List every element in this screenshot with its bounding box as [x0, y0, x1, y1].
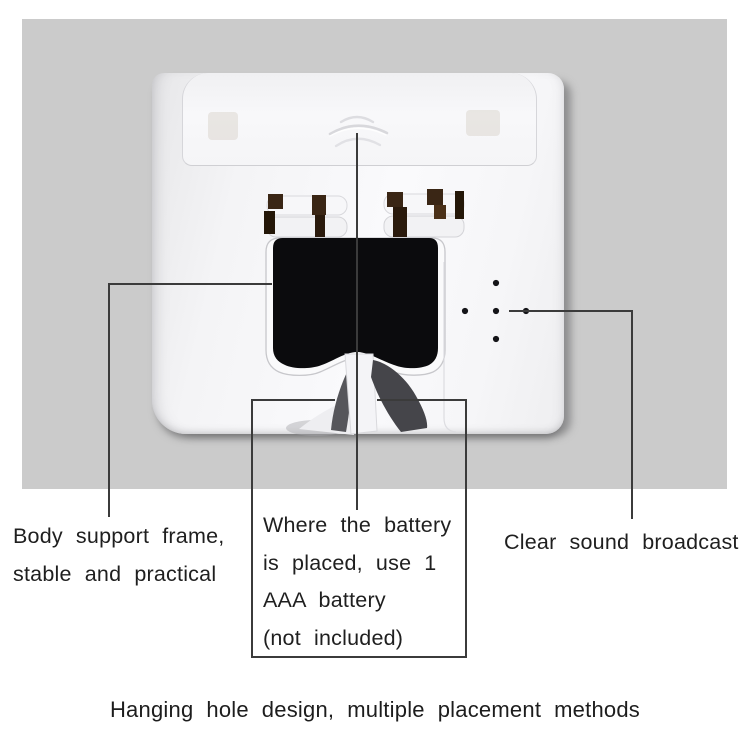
body-support-label-line1: Body support frame,: [13, 524, 225, 548]
battery-box-left-riser: [251, 399, 253, 657]
callout-line-body-support-vertical: [108, 283, 110, 517]
battery-label-line4: (not included): [263, 625, 404, 650]
body-support-label: [13, 518, 224, 593]
callout-line-sound-horizontal: [509, 310, 632, 312]
callout-line-body-support-horizontal: [108, 283, 272, 285]
bottom-caption: Hanging hole design, multiple placement methods: [109, 697, 641, 722]
battery-box-right-pointer: [377, 399, 467, 401]
battery-label-line3: AAA battery: [263, 588, 386, 612]
battery-box-right-riser: [465, 399, 467, 657]
battery-label-line1: Where the battery: [263, 513, 452, 537]
device-back-panel: [152, 73, 564, 434]
callout-line-hanging-hole-vertical: [356, 133, 358, 510]
battery-label-line2: is placed, use 1: [263, 550, 437, 575]
sound-label: Clear sound broadcast: [504, 530, 739, 554]
body-support-label-line2: stable and practical: [13, 561, 217, 586]
battery-door-top-flap: [182, 73, 537, 166]
callout-line-sound-vertical: [631, 310, 633, 519]
battery-label: [263, 507, 451, 657]
battery-box-left-pointer: [251, 399, 335, 401]
